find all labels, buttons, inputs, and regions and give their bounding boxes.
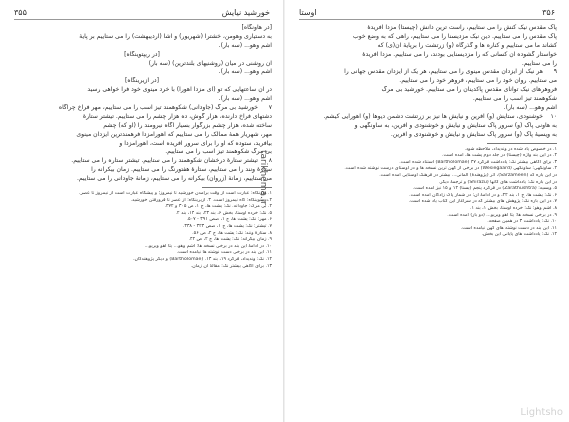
text-line-content: آن روشنی در میان (روشنیهای بلندترین) (سه بار) bbox=[148, 59, 272, 67]
footnote-line: در این باره که (Sarzameen)، اثر (پژوهندهٔ) آلمانی... بیشتر در فرهنگ اوستایی آمده است. bbox=[379, 172, 557, 178]
verse-number: ۹ bbox=[553, 68, 557, 76]
text-line-content: ستارهٔ ونند را می ستاییم، ستارهٔ هفتورنگ را می ستاییم. زمان بیکرانه را bbox=[91, 166, 272, 174]
text-line-content: تیشتر ستارهٔ درخشان شکوهمند را می ستاییم. تیشتر ستاره را می ستاییم. bbox=[71, 157, 258, 165]
footnote-line: ۹. زمان بیکرانه: نک: یشت ها، ج ۲، ص ۴۴. bbox=[188, 237, 272, 243]
text-line bbox=[297, 42, 557, 51]
verse-number: ۸ bbox=[268, 157, 272, 165]
footnote-line: ۲. ریپتوینگاه: گاه نیمروز است. ۳. ازیرینگاه: از عصر تا فرورفتن خورشید. bbox=[130, 197, 272, 203]
text-line bbox=[297, 60, 557, 69]
text-line-content: به دستیاری وهومن، خشترا (شهریور) و اشا (اردیبهشت) را می ستاییم بر پایهٔ bbox=[79, 32, 272, 40]
text-line-content: را می ستاییم. bbox=[521, 59, 557, 67]
footnote-line: ۶. نک: یشت ها، ج ۱، بند ۲۲، و در ادامهٔ آن: در شمار پاک زادگان آمده است. bbox=[409, 192, 557, 198]
text-line bbox=[12, 77, 272, 86]
footnote-line: ۵. نک: خرده اوستا، بخش ۶، بند ۲۳، بند ۱۴، بند ۲. bbox=[175, 210, 272, 216]
footnote-line: ۱۱. این بند در دست نوشته های کهن نیامده است. bbox=[460, 225, 557, 231]
footnote-line: ۱۲. نک: وندیداد، فرگرد ۱۹، بند ۱۳. (Bartholomae) و دیگر پژوهندگان. bbox=[132, 256, 272, 262]
site-watermark: tarikhema.ir bbox=[258, 150, 268, 206]
text-line-content: پاک مقدس نیک کنش را می ستاییم، راست ترین دانش (چیستا) مزدا آفریدهٔ bbox=[367, 24, 557, 31]
text-line-content: اشم وهو... (سه بار). bbox=[218, 95, 272, 103]
text-line bbox=[12, 104, 272, 113]
left-header-rule bbox=[14, 19, 270, 20]
footnote-line: ۴. بی مرگ: جاودانه. نک: یشت ها، ج ۱، ص ۳۰۵ و ۳۷۲. bbox=[164, 204, 272, 210]
verse-number: ۷ bbox=[268, 104, 272, 112]
text-line bbox=[12, 140, 272, 149]
footnote-line: ۱۰. نک: یادداشت ۳ در همین صفحه. bbox=[487, 219, 557, 225]
text-line bbox=[297, 51, 557, 60]
footnote-line: ۵. ویسیه: (Zarathushtra) در فرگرد پنجم (یسنا) ۱۴ و ۱۵ نیز آمده است. bbox=[412, 186, 557, 192]
text-line bbox=[12, 60, 272, 69]
footnote-line: در این باره نک: یادداشت های گاتها (Shirazu) و ترجمهٔ دیگر. bbox=[438, 179, 557, 185]
right-header-rule bbox=[299, 19, 555, 20]
right-header-title: اوستا bbox=[299, 7, 317, 17]
text-line-content: فروهرهای نیک توانای مقدس پاکدینان را می ستاییم. خورشید بی مرگ bbox=[381, 86, 557, 94]
text-line-content: شکوهمند تیز اسب را می ستاییم. bbox=[472, 95, 557, 103]
left-page-header bbox=[14, 6, 270, 18]
text-line-content: پاک مقدس را می ستاییم. دین نیک مزدیسنا را می ستاییم، راهی که به وضع خوب bbox=[353, 32, 557, 40]
footnote-line: ۸. ستارهٔ ونند: نک: یشت ها، ج ۲، ص ۵۶. bbox=[192, 230, 272, 236]
text-line bbox=[297, 24, 557, 33]
footnote-line: ۱۱. این بند در برخی دست نوشته ها نیامده است. bbox=[176, 250, 272, 256]
text-line-content: خورشید بی مرگ (جاودانی) شکوهمند تیز اسب را می ستاییم، مهر فراخ چراگاه bbox=[58, 104, 258, 112]
text-line-content: در آن ساعتهایی که تو (ای مزدا اهورا) با خرد مینوی خود فرا خواهی رسید bbox=[87, 86, 272, 94]
text-line-content: بی مرگ شکوهمند تیز اسب را می ستاییم. bbox=[165, 148, 272, 156]
text-line bbox=[297, 77, 557, 86]
text-line-content: خواستار گشوده آن کسانی که را مزدیسنایی بودند، را می ستاییم. مزدا آفریدهٔ bbox=[362, 50, 557, 58]
left-header-title: خورشید نیایش bbox=[221, 7, 270, 17]
footnote-line: ۱. در خصوص یاد شده در وندیداد، ملاحظه شود. bbox=[464, 146, 557, 152]
text-line-content: اشم وهو... (سه بار). bbox=[218, 41, 272, 49]
text-line-content: کشاند ما می ستاییم و کناره ها و گذرگاه (و) زرتشت را برپایهٔ آن(ی) که bbox=[377, 41, 557, 49]
right-page-header bbox=[299, 6, 555, 18]
text-line bbox=[12, 42, 272, 51]
text-line bbox=[12, 113, 272, 122]
text-line bbox=[297, 122, 557, 131]
text-line-content: هر نیک از ایزدان مقدس مینوی را می ستاییم، هر یک از ایزدان مقدس جهانی را bbox=[344, 68, 543, 76]
text-line bbox=[12, 166, 272, 175]
left-page-body bbox=[12, 24, 272, 270]
text-line-content: بیافرید، ستوده که او را برای سرور آفریده است، اهورامزدا و bbox=[119, 139, 272, 147]
text-line-content: [در هاونگاه] bbox=[241, 24, 272, 31]
right-header-page-number: ۳۵۶ bbox=[542, 7, 555, 17]
text-line-content: دشتهای فراخ دارنده، هزار گوش، ده هزار چشم را می ستاییم. تیشتر ستارهٔ bbox=[82, 112, 272, 120]
footnote-line: ۹. در برخی نسخه ها: یثا اهو ویریو... (دو بار) آمده است. bbox=[447, 212, 557, 218]
text-line bbox=[297, 104, 557, 113]
left-page bbox=[0, 0, 284, 422]
footnote-line: ۴. ساونگهی: ساونگهی (Wesiegaard) در برخی از کهن ترین نسخه ها و در اوستای درست نوشته شده است. bbox=[344, 166, 557, 172]
text-line-content: مهر، شهریار همهٔ ممالک را می ستاییم که اهورامزدا فرهمندترین ایزدان مینوی bbox=[76, 130, 272, 138]
text-line-content: می ستاییم، زمانهٔ (زروان) بیکرانه را می ستاییم، زمانهٔ جاودانی را می ستاییم. bbox=[76, 175, 272, 183]
text-line bbox=[297, 68, 557, 77]
footnote-line: ۱۳. برای آگاهی بیشتر نک: مقالهٔ آن زمان. bbox=[190, 263, 272, 269]
footnote-line: ۱. هاونگاه: عبارت است از وقت برآمدن خورشید تا نیمروز؛ و پیشگاه عبارت است از نیمروز تا عصر. bbox=[78, 191, 272, 197]
text-line bbox=[12, 131, 272, 140]
text-line-content: ساخته شده، هزار چشم بزرگوار بسیار آگاه نیرومند را (او که) چشم bbox=[103, 121, 272, 129]
text-line-content: خوشنودی، ستایش (و) آفرین و نیایش ها نیز بر زرتشت دشمن دیوها (و) اهورایی کیشم. bbox=[323, 112, 543, 120]
text-line-content: به هاونی پاک (و) سرور پاک ستایش و نیایش و خوشنودی و آفرین، به ساونگهی و bbox=[354, 121, 557, 129]
text-line bbox=[12, 175, 272, 184]
text-line bbox=[297, 95, 557, 104]
footnote-line: ۱۲. نک: یادداشت های پایانی این بخش. bbox=[481, 232, 557, 238]
text-line-content: اشم وهو... (سه بار). bbox=[218, 68, 272, 76]
left-header-page-number: ۳۵۵ bbox=[14, 7, 27, 17]
text-line-content: [در ازیرینگاه] bbox=[125, 77, 159, 85]
text-line bbox=[12, 122, 272, 131]
text-line-content: اشم وهو... (سه بار). bbox=[503, 104, 557, 112]
text-line bbox=[12, 157, 272, 166]
right-page bbox=[285, 0, 569, 422]
text-line bbox=[12, 86, 272, 95]
right-page-body bbox=[297, 24, 557, 239]
text-line-content: می ستاییم. روان خود را می ستاییم، فروهر خود را می ستاییم. bbox=[399, 77, 557, 85]
footnote-line: ۸. اشم وهو: نک: خرده اوستا، بخش ۱، بند ۱. bbox=[469, 205, 557, 211]
footnote-line: ۷. در این باره نک: پژوهش های بیشتر که در سرآغاز این کتاب یاد شده است. bbox=[408, 199, 557, 205]
text-line bbox=[297, 113, 557, 122]
text-line bbox=[297, 131, 557, 140]
text-line bbox=[12, 95, 272, 104]
text-line bbox=[12, 68, 272, 77]
text-line bbox=[12, 148, 272, 157]
footnote-line: ۷. تیشتر: نک: یشت ها، ج ۱، صص ۳۲۳ - ۳۳۸. bbox=[182, 224, 272, 229]
text-line bbox=[12, 33, 272, 42]
text-line bbox=[297, 33, 557, 42]
text-line bbox=[12, 51, 272, 60]
text-line bbox=[297, 86, 557, 95]
text-line-content: به ویسیهٔ پاک (و) سرور پاک ستایش و نیایش و خوشنودی و آفرین. bbox=[390, 130, 557, 138]
corner-watermark: Lightsho bbox=[520, 407, 563, 418]
footnote-line: ۲. در این بند واژه (چیستا) در جلد دوم پشت ها، آمده است. bbox=[442, 153, 557, 159]
text-line-content: [در ریپتوینگاه] bbox=[124, 50, 160, 58]
footnote-line: ۱۰. در ادامهٔ این بند در برخی نسخه ها: اشم وهو... یثا اهو ویریو... bbox=[144, 243, 272, 249]
footnote-line: ۳. برای آگاهی بیشتر نک: یادداشت فرگرد ۴۷ (Bartholomae) استناد شده است. bbox=[399, 159, 557, 165]
footnote-line: ۶. مهر: نک: یشت ها، ج ۱، صص ۳۹۱ - ۵۰۷. bbox=[186, 217, 272, 223]
verse-number: ۱۰ bbox=[550, 112, 557, 120]
text-line bbox=[12, 24, 272, 33]
footnote-rule bbox=[487, 143, 557, 144]
